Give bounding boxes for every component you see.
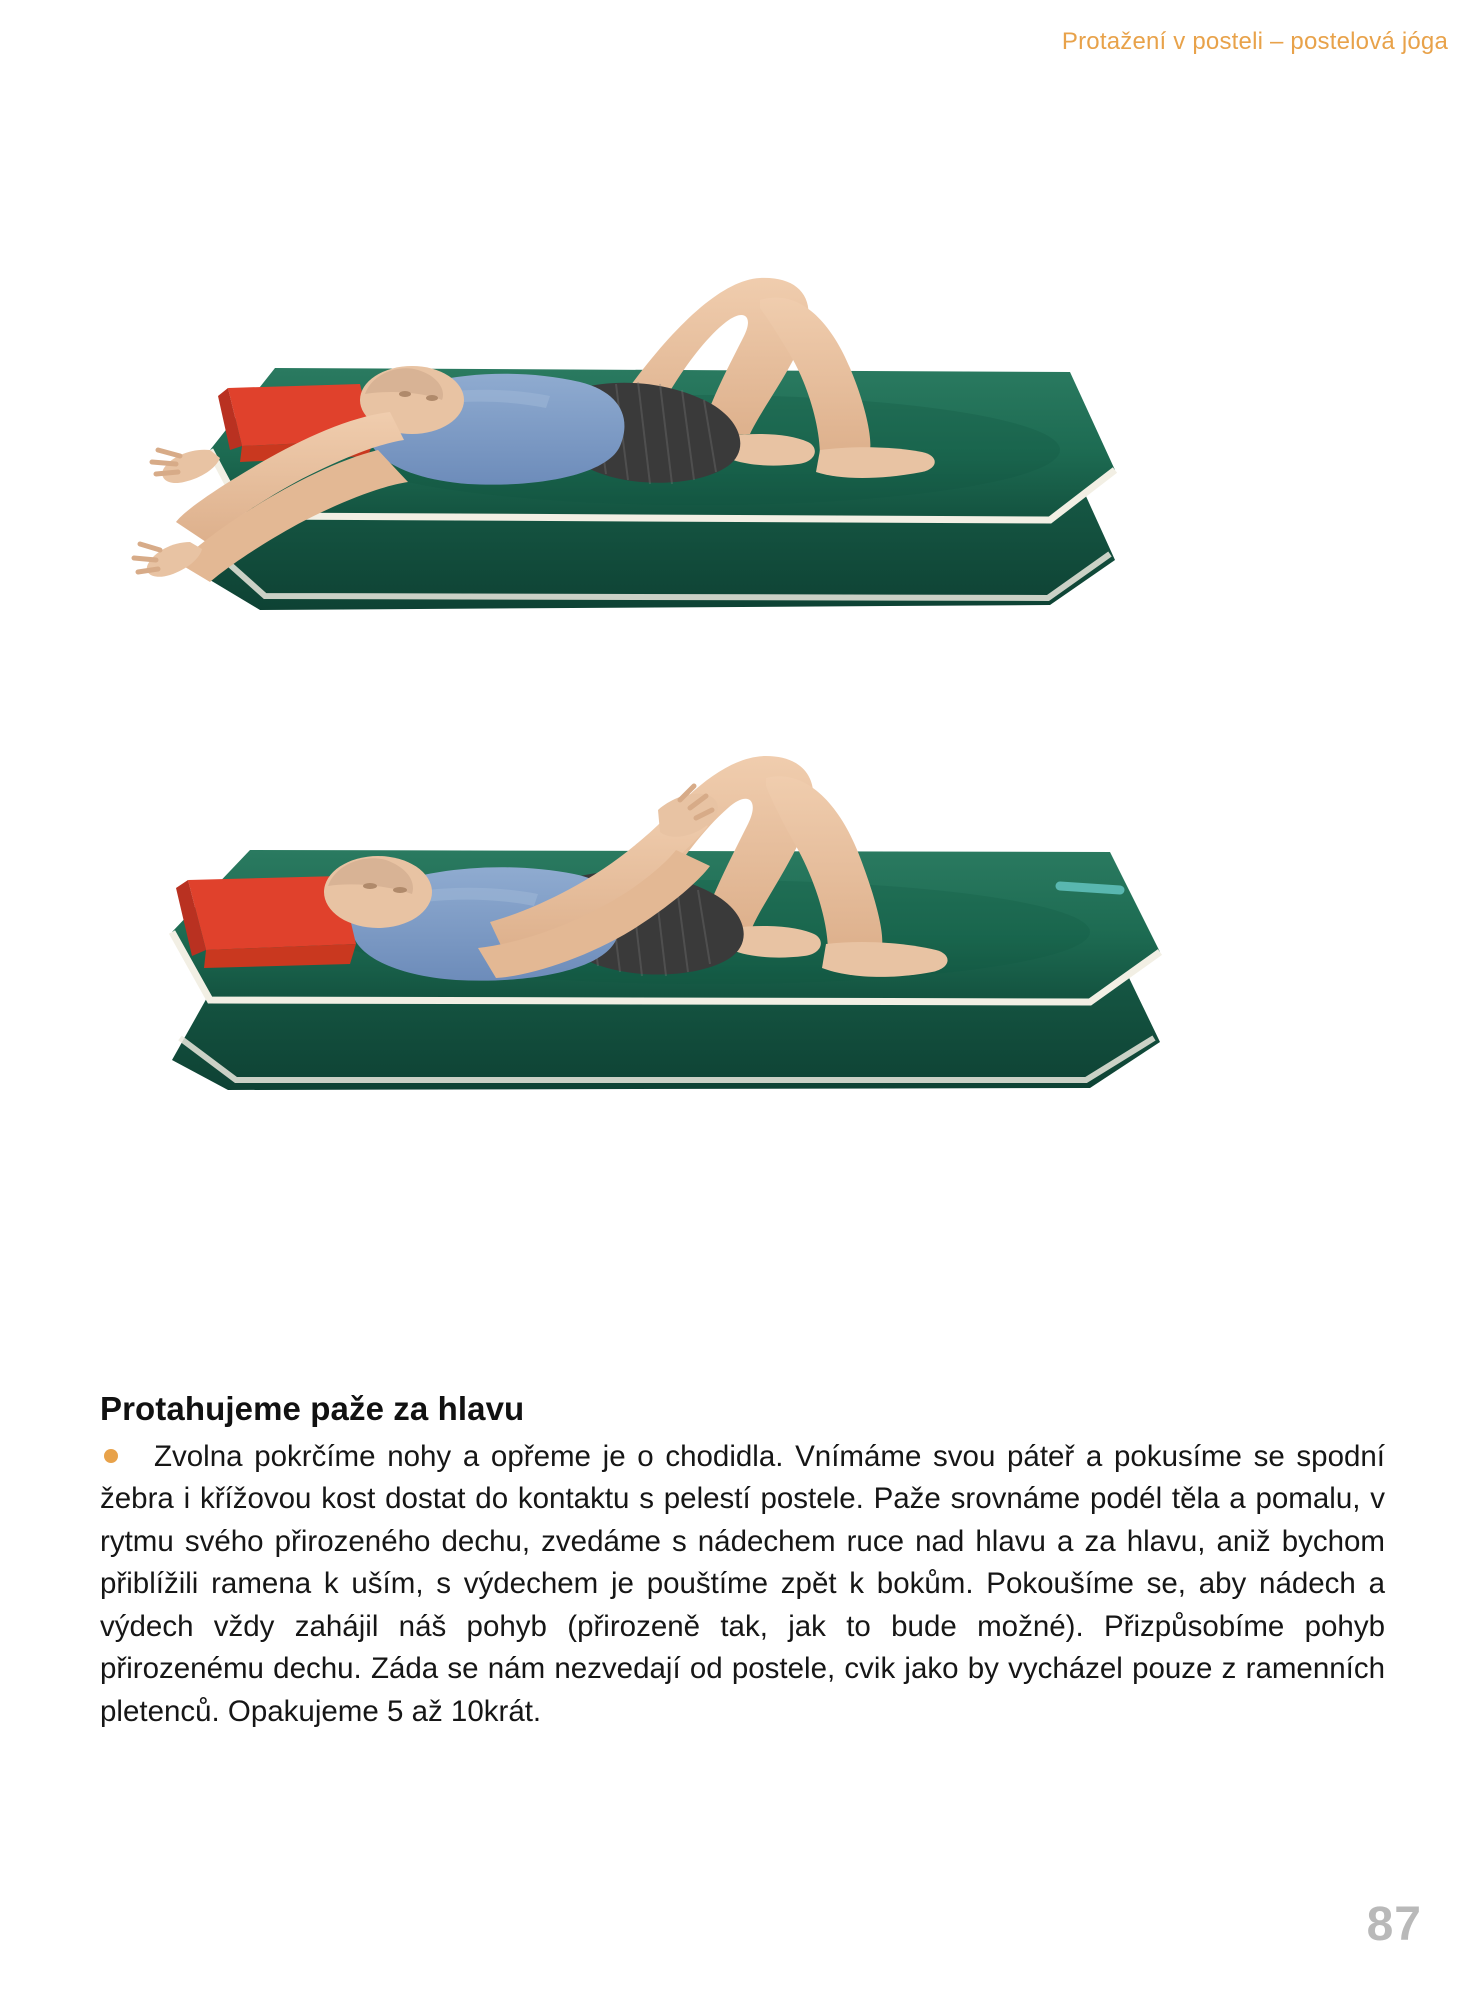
bullet-icon — [104, 1449, 118, 1463]
figure-top-photo — [60, 150, 1424, 650]
article-content — [100, 1390, 1385, 1733]
running-head: Protažení v posteli – postelová jóga — [1061, 28, 1448, 55]
article-paragraph-text: Zvolna pokrčíme nohy a opřeme je o chodidla. Vnímáme svou páteř a pokusíme se spodní žebra i křížovou kost dostat do kontaktu s pelestí postele. Paže srovnáme podél těla a pomalu, v rytmu svého přirozeného dechu, zvedáme s nádechem ruce nad hlavu a za hlavu, aniž bychom přiblížili ramena k uším, s výdechem je pouštíme zpět k bokům. Pokoušíme se, aby nádech a výdech vždy zahájil náš pohyb (přirozeně tak, jak to bude možné). Přizpůsobíme pohyb přirozenému dechu. Záda se nám nezvedají od postele, cvik jako by vycházel pouze z ramenních pletenců. Opakujeme 5 až 10krát. — [100, 1440, 1385, 1728]
article-paragraph — [100, 1436, 1385, 1733]
page-number: 87 — [1366, 1898, 1422, 1951]
figure-bottom-illustration — [60, 660, 1424, 1120]
article-heading: Protahujeme paže za hlavu — [100, 1390, 525, 1427]
figure-bottom-photo — [60, 660, 1424, 1120]
figure-top-illustration — [60, 150, 1424, 650]
